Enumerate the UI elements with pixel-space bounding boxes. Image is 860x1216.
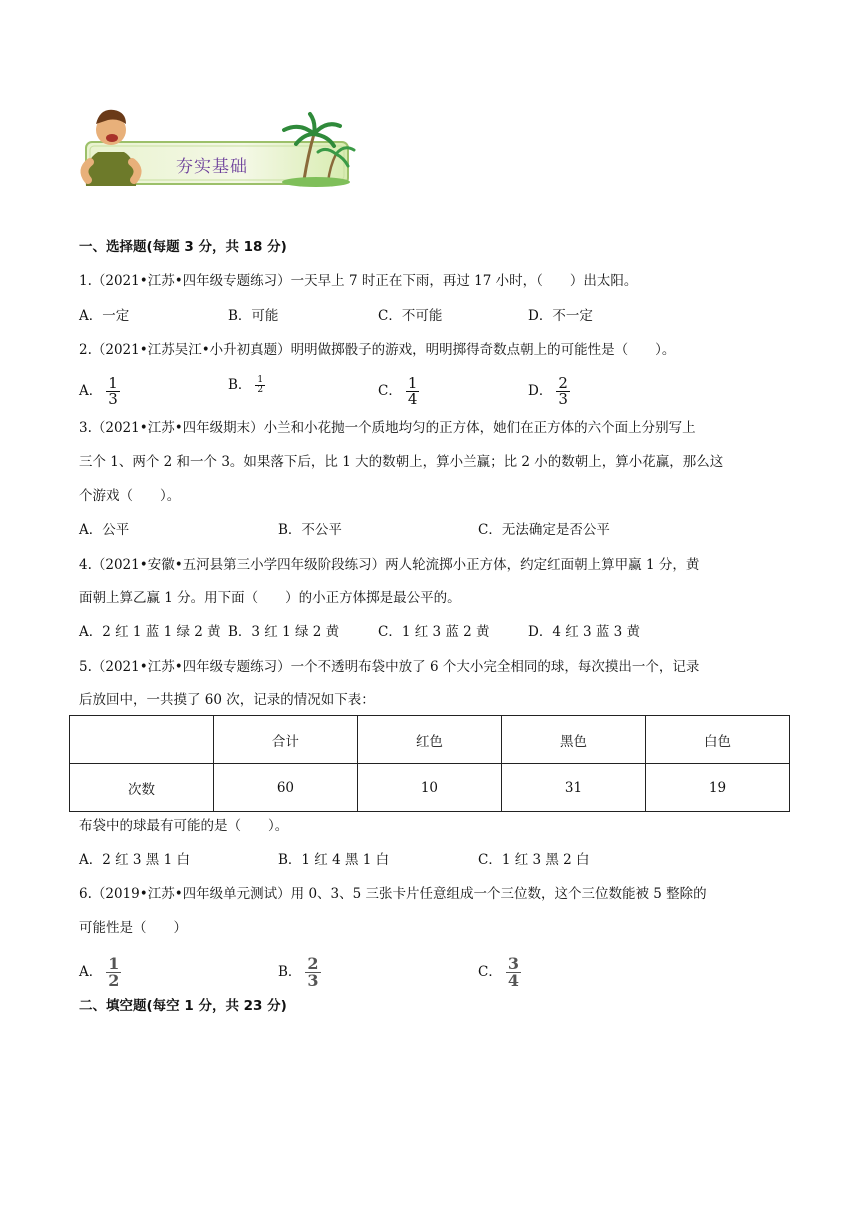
option-b: B．3 红 1 绿 2 黄 xyxy=(228,624,340,640)
option-a: A．2 红 3 黑 1 白 xyxy=(79,852,190,868)
option-c: C．1 红 3 黑 2 白 xyxy=(478,852,590,868)
fraction: $\frac{1}{3}$ xyxy=(108,374,118,408)
question-text: 可能性是（ ） xyxy=(79,920,187,936)
table-cell: 白色 xyxy=(645,716,789,764)
option-a xyxy=(79,956,121,989)
option-label: C． xyxy=(478,964,502,980)
option-c: C．不可能 xyxy=(378,308,443,324)
table-header-row xyxy=(70,716,790,764)
fraction: $\frac{2}{3}$ xyxy=(558,374,568,408)
option-a xyxy=(79,376,120,407)
option-d xyxy=(528,376,570,407)
option-c: C．无法确定是否公平 xyxy=(478,522,610,538)
table-cell: 31 xyxy=(501,764,645,812)
table-cell: 次数 xyxy=(70,764,214,812)
option-a: A．一定 xyxy=(79,308,130,324)
option-b xyxy=(228,376,265,395)
option-c: C．1 红 3 蓝 2 黄 xyxy=(378,624,490,640)
option-c xyxy=(378,376,419,407)
table-cell: 黑色 xyxy=(501,716,645,764)
question-text: 2.（2021•江苏吴江•小升初真题）明明做掷骰子的游戏，明明掷得奇数点朝上的可能性是（ ）。 xyxy=(79,342,676,358)
section-heading: 一、选择题(每题 3 分，共 18 分) xyxy=(79,239,287,255)
question-text: 3.（2021•江苏•四年级期末）小兰和小花抛一个质地均匀的正方体，她们在正方体的六个面上分别写上 xyxy=(79,420,696,436)
option-label: A． xyxy=(79,383,103,399)
option-c xyxy=(478,956,521,989)
question-text: 1.（2021•江苏•四年级专题练习）一天早上 7 时正在下雨，再过 17 小时，（ ）出太阳。 xyxy=(79,273,638,289)
table-cell: 10 xyxy=(357,764,501,812)
table-cell: 19 xyxy=(645,764,789,812)
fraction: $\frac{1}{2}$ xyxy=(257,375,264,395)
option-b: B．可能 xyxy=(228,308,279,324)
fraction: $\frac{1}{4}$ xyxy=(407,374,418,408)
option-d: D．4 红 3 蓝 3 黄 xyxy=(528,624,641,640)
fraction: $\frac{3}{4}$ xyxy=(507,954,519,990)
fraction: $\frac{2}{3}$ xyxy=(307,954,319,990)
question-text: 布袋中的球最有可能的是（ ）。 xyxy=(79,818,289,834)
table-cell xyxy=(70,716,214,764)
fraction: $\frac{1}{2}$ xyxy=(108,954,120,990)
option-b: B．不公平 xyxy=(278,522,342,538)
question-text: 三个 1、两个 2 和一个 3。如果落下后，比 1 大的数朝上，算小兰赢；比 2 小的数朝上，算小花赢，那么这 xyxy=(79,454,724,470)
option-a: A．公平 xyxy=(79,522,130,538)
question-text: 面朝上算乙赢 1 分。用下面（ ）的小正方体掷是最公平的。 xyxy=(79,590,461,606)
question-text: 后放回中，一共摸了 60 次，记录的情况如下表： xyxy=(79,692,375,708)
table-cell: 合计 xyxy=(213,716,357,764)
option-b: B．1 红 4 黑 1 白 xyxy=(278,852,390,868)
question-text: 4.（2021•安徽•五河县第三小学四年级阶段练习）两人轮流掷小正方体，约定红面朝上算甲赢 1 分，黄 xyxy=(79,557,700,573)
option-label: B． xyxy=(228,377,252,393)
option-a: A．2 红 1 蓝 1 绿 2 黄 xyxy=(79,624,221,640)
question-text: 个游戏（ ）。 xyxy=(79,488,181,504)
table-cell: 60 xyxy=(213,764,357,812)
option-b xyxy=(278,956,321,989)
option-d: D．不一定 xyxy=(528,308,593,324)
results-table xyxy=(69,715,790,812)
table-cell: 红色 xyxy=(357,716,501,764)
question-text: 5.（2021•江苏•四年级专题练习）一个不透明布袋中放了 6 个大小完全相同的球，每次摸出一个，记录 xyxy=(79,659,700,675)
option-label: B． xyxy=(278,964,302,980)
banner-label: 夯实基础 xyxy=(176,157,248,177)
section-heading: 二、填空题(每空 1 分，共 23 分) xyxy=(79,998,287,1014)
option-label: D． xyxy=(528,383,553,399)
option-label: A． xyxy=(79,964,103,980)
option-label: C． xyxy=(378,383,402,399)
table-row xyxy=(70,764,790,812)
question-text: 6.（2019•江苏•四年级单元测试）用 0、3、5 三张卡片任意组成一个三位数，这个三位数能被 5 整除的 xyxy=(79,886,707,902)
